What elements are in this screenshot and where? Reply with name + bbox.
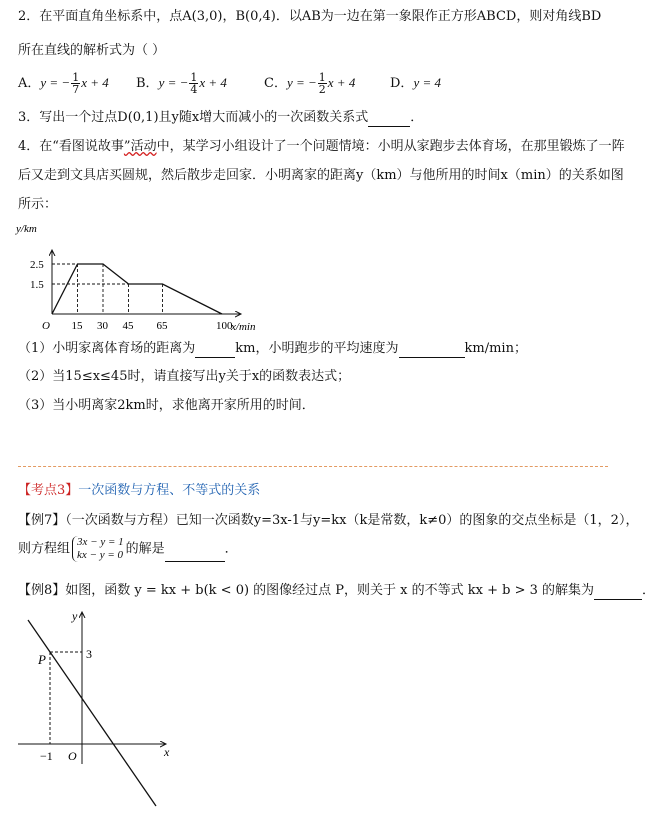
q4-blank-speed[interactable] [399,343,465,358]
ex7-answer-blank[interactable] [165,547,225,562]
q4-squiggle-text: ”活动 [123,139,157,154]
x-tick-label: 45 [122,320,134,332]
point-p-label: P [38,652,46,667]
x-axis-label: x/min [231,321,256,333]
origin-label: O [68,749,77,763]
x-value-label: −1 [40,749,53,763]
q4-line2: 后又走到文具店买圆规，然后散步走回家．小明离家的距离y（km）与他所用的时间x（min）的关系如图 [18,168,624,183]
ex7-line2: 则方程组 3x − y = 1 kx − y = 0 的解是 ． [18,536,238,561]
x-tick-label: 30 [97,320,108,332]
distance-time-chart [14,220,254,332]
q2-option-2[interactable]: C．y = − $\frac{1}{2}$ x + 4 [264,71,356,96]
kp-label: 【考点3】 [18,483,79,498]
ex8-line: 【例8】如图，函数 y = kx + b(k < 0) 的图像经过点 P，则关于 x 的不等式 kx + b > 3 的解集为 ． [18,583,655,598]
q3-text: 3．写出一个过点D(0,1)且y随x增大而减小的一次函数关系式 [18,110,369,125]
function-line [28,620,156,806]
q4-sub3: （3）当小明离家2km时，求他离开家所用的时间． [18,398,315,413]
x-axis-label: x [164,745,170,759]
q2-line1: 2．在平面直角坐标系中，点A(3,0)，B(0,4)．以AB为一边在第一象限作正方形ABCD，则对角线BD [18,9,602,24]
x-tick-label: 65 [156,320,168,332]
q2-option-1[interactable]: B．y = − $\frac{1}{4}$ x + 4 [136,71,227,96]
y-tick-label: 2.5 [30,259,44,271]
linear-function-graph [14,608,184,768]
q2-line2: 所在直线的解析式为（ ） [18,43,166,58]
x-tick-label: O [42,320,50,332]
y-value-label: 3 [86,647,92,661]
q4-line1: 4．在“看图说故事”活动中，某学习小组设计了一个问题情境：小明从家跑步去体育场，在那里锻炼了一阵 [18,139,625,154]
x-tick-label: 15 [71,320,83,332]
q2-option-3[interactable]: D．y = 4 [390,75,441,91]
y-axis-label: y/km [16,223,37,235]
q4-line3: 所示： [18,197,58,212]
ex8-answer-blank[interactable] [594,585,642,600]
fraction: $\frac{1}{4}$ [190,71,198,96]
kp-title: 一次函数与方程、不等式的关系 [78,483,261,498]
q4-sub1: （1）小明家离体育场的距离为 km，小明跑步的平均速度为 km/min； [18,341,527,356]
ex7-line1: 【例7】（一次函数与方程）已知一次函数y=3x-1与y=kx（k是常数，k≠0）的图象的交点坐标是（1，2）， [18,513,639,528]
q2-option-0[interactable]: A．y = − $\frac{1}{7}$ x + 4 [18,71,109,96]
fraction: $\frac{1}{2}$ [318,71,326,96]
x-tick-label: 100 [216,320,233,332]
section-heading [18,482,260,500]
equation-system: 3x − y = 1 kx − y = 0 [72,536,124,562]
fraction: $\frac{1}{7}$ [72,71,80,96]
q4-blank-distance[interactable] [195,343,235,358]
q4-sub2: （2）当15≤x≤45时，请直接写出y关于x的函数表达式； [18,369,351,384]
q2-options [18,72,470,95]
y-axis-label: y [72,609,78,623]
q3-line: 3．写出一个过点D(0,1)且y随x增大而减小的一次函数关系式 ． [18,110,424,125]
y-tick-label: 1.5 [30,279,44,291]
q3-answer-blank[interactable] [368,112,410,127]
section-divider [18,466,608,467]
